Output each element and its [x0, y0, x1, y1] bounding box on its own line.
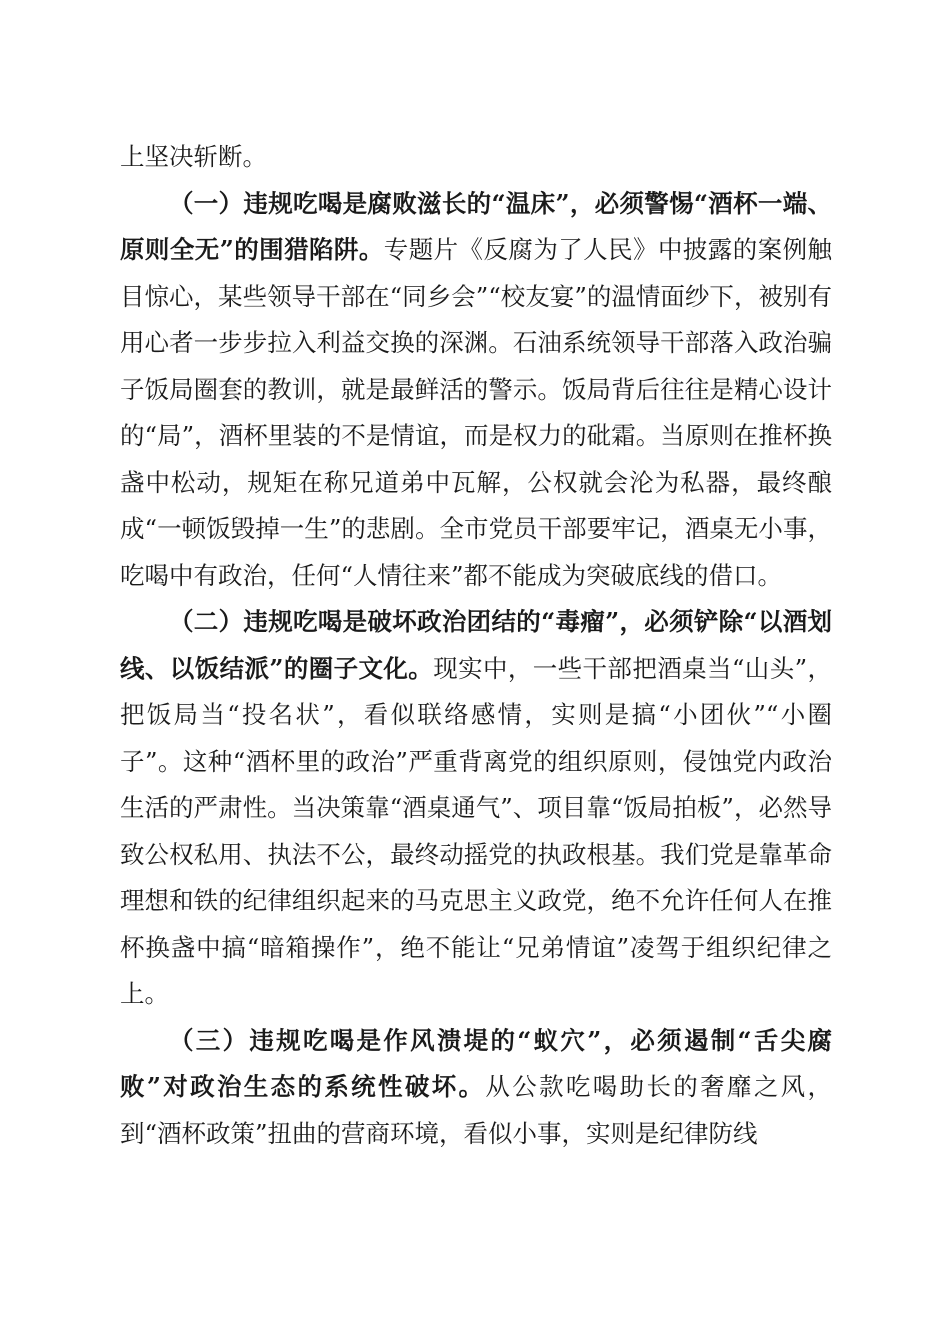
paragraph-continuation	[120, 134, 832, 181]
paragraph-lead: （一）违规吃喝是腐败滋长的“温床”，必须警惕“酒杯一端、原则全无”的围猎陷阱。	[120, 188, 832, 264]
paragraph-section-2	[120, 599, 832, 1018]
paragraph-text: 上坚决斩断。	[120, 142, 267, 171]
paragraph-lead: （二）违规吃喝是破坏政治团结的“毒瘤”，必须铲除“以酒划线、以饭结派”的圈子文化。	[120, 607, 832, 683]
paragraph-section-1	[120, 181, 832, 600]
paragraph-section-3	[120, 1018, 832, 1158]
paragraph-text: 现实中，一些干部把酒桌当“山头”，把饭局当“投名状”，看似联络感情，实则是搞“小团伙”“小圈子”。这种“酒杯里的政治”严重背离党的组织原则，侵蚀党内政治生活的严肃性。当决策靠“酒桌通气”、项目靠“饭局拍板”，必然导致公权私用、执法不公，最终动摇党的执政根基。我们党是靠革命理想和铁的纪律组织起来的马克思主义政党，绝不允许任何人在推杯换盏中搞“暗箱操作”，绝不能让“兄弟情谊”凌驾于组织纪律之上。	[120, 653, 832, 1008]
document-body	[120, 134, 832, 1157]
paragraph-text: 专题片《反腐为了人民》中披露的案例触目惊心，某些领导干部在“同乡会”“校友宴”的温情面纱下，被别有用心者一步步拉入利益交换的深渊。石油系统领导干部落入政治骗子饭局圈套的教训，就是最鲜活的警示。饭局背后往往是精心设计的“局”，酒杯里装的不是情谊，而是权力的砒霜。当原则在推杯换盏中松动，规矩在称兄道弟中瓦解，公权就会沦为私器，最终酿成“一顿饭毁掉一生”的悲剧。全市党员干部要牢记，酒桌无小事，吃喝中有政治，任何“人情往来”都不能成为突破底线的借口。	[120, 235, 833, 590]
paragraph-text: 从公款吃喝助长的奢靡之风，到“酒杯政策”扭曲的营商环境，看似小事，实则是纪律防线	[120, 1072, 832, 1148]
paragraph-lead: （三）违规吃喝是作风溃堤的“蚁穴”，必须遏制“舌尖腐败”对政治生态的系统性破坏。	[120, 1025, 832, 1101]
